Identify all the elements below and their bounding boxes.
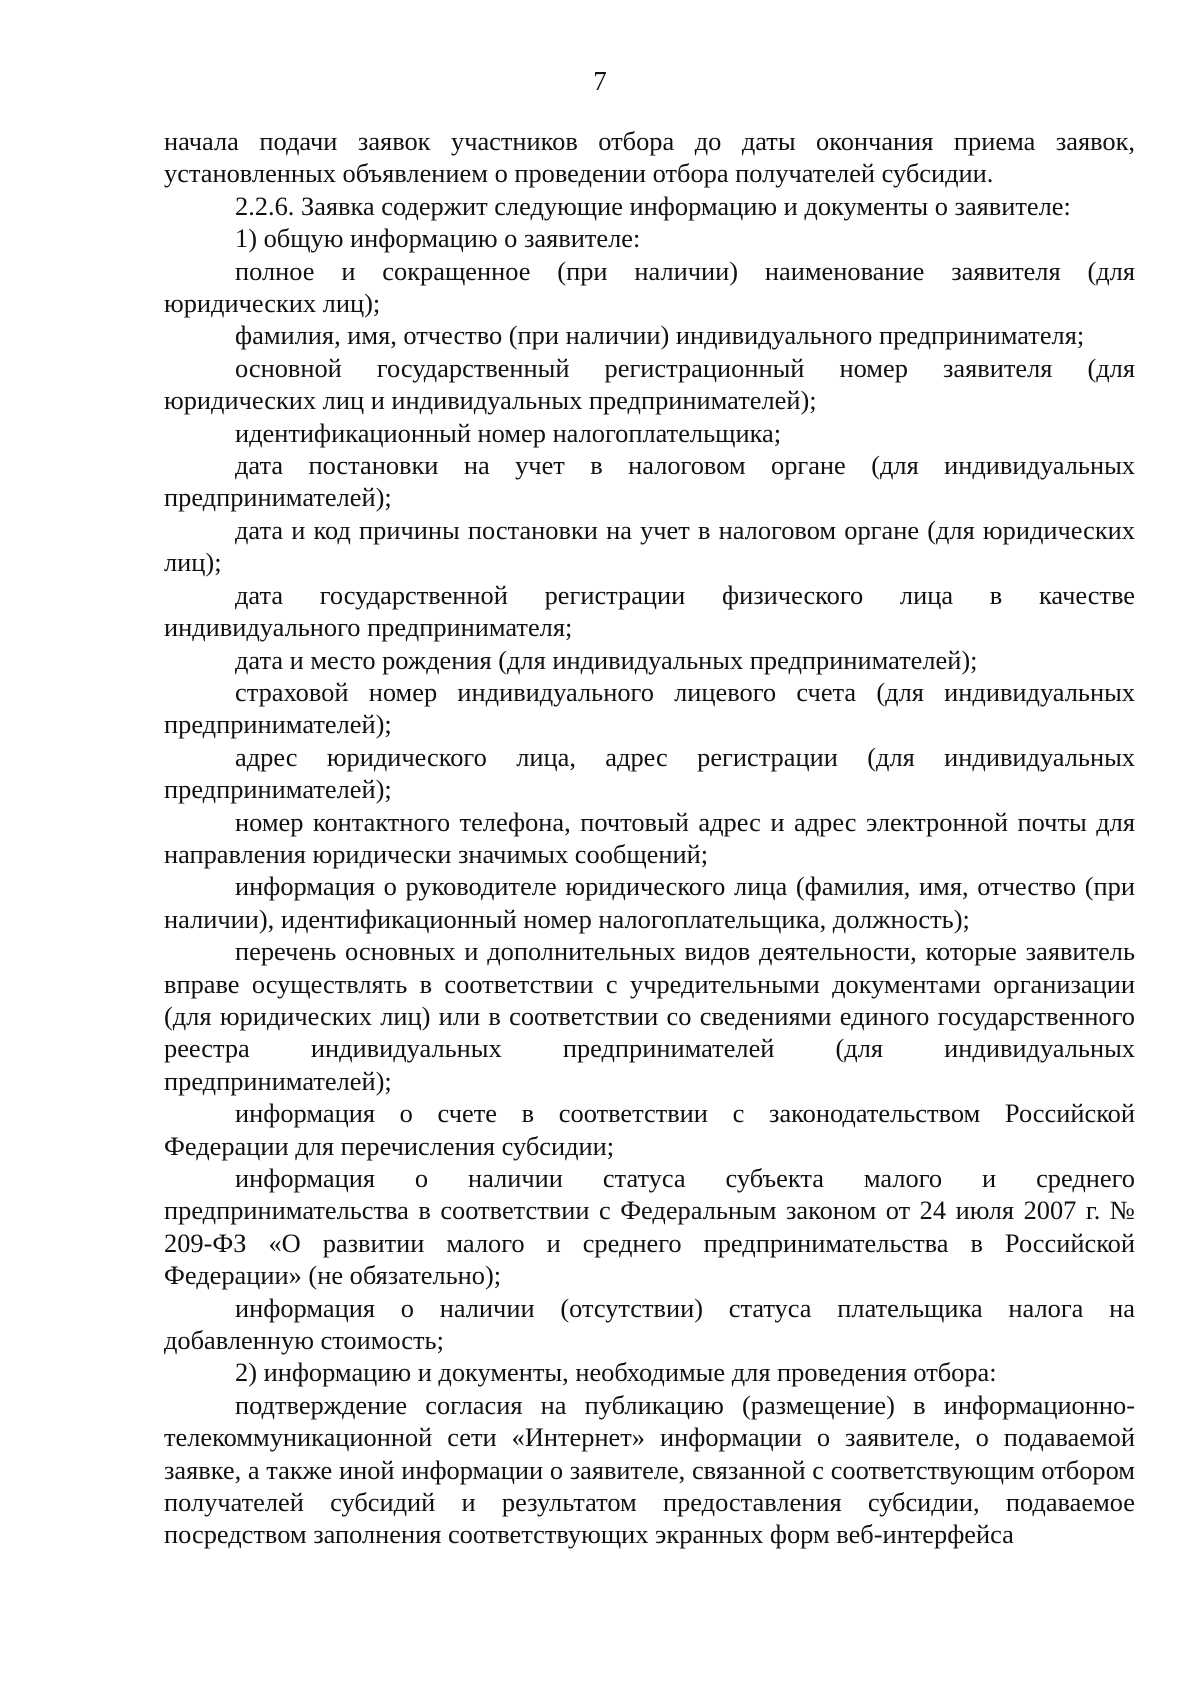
paragraph: подтверждение согласия на публикацию (размещение) в информационно-телекоммуникационной сети «Интернет» информации о заявителе, о подаваемой заявке, а также иной информации о заявителе, связанной с соответствующим отбором получателей субсидий и результатом предоставления субсидии, подаваемое посредством заполнения соответствующих экранных форм веб-интерфейса [164, 1389, 1135, 1550]
paragraph: информация о наличии (отсутствии) статуса плательщика налога на добавленную стоимость; [164, 1292, 1135, 1356]
paragraph: начала подачи заявок участников отбора до даты окончания приема заявок, установленных объявлением о проведении отбора получателей субсидии. [164, 126, 1135, 189]
paragraph: 2) информацию и документы, необходимые для проведения отбора: [235, 1357, 997, 1388]
paragraph: 2.2.6. Заявка содержит следующие информацию и документы о заявителе: [235, 190, 1071, 221]
paragraph: информация о руководителе юридического лица (фамилия, имя, отчество (при наличии), идентификационный номер налогоплательщика, должность); [164, 871, 1135, 934]
paragraph: страховой номер индивидуального лицевого счета (для индивидуальных предпринимателей); [164, 676, 1135, 740]
paragraph: полное и сокращенное (при наличии) наименование заявителя (для юридических лиц); [164, 255, 1135, 319]
page-number: 7 [593, 66, 607, 96]
paragraph: идентификационный номер налогоплательщика; [235, 417, 782, 448]
paragraph: фамилия, имя, отчество (при наличии) индивидуального предпринимателя; [235, 320, 1085, 351]
paragraph: 1) общую информацию о заявителе: [235, 223, 641, 254]
paragraph: информация о счете в соответствии с законодательством Российской Федерации для перечисления субсидии; [164, 1098, 1135, 1161]
paragraph: перечень основных и дополнительных видов деятельности, которые заявитель вправе осуществлять в соответствии с учредительными документами организации (для юридических лиц) или в соответствии со сведениями единого государственного реестра индивидуальных предпринимателей (для индивидуальных предпринимателей); [164, 936, 1135, 1096]
paragraph: дата и место рождения (для индивидуальных предпринимателей); [235, 644, 978, 675]
paragraph: адрес юридического лица, адрес регистрации (для индивидуальных предпринимателей); [164, 741, 1135, 805]
paragraph: дата государственной регистрации физического лица в качестве индивидуального предпринимателя; [164, 579, 1135, 643]
document-body [164, 125, 1135, 1551]
paragraph: информация о наличии статуса субъекта малого и среднего предпринимательства в соответствии с Федеральным законом от 24 июля 2007 г. № 209-ФЗ «О развитии малого и среднего предпринимательства в Российской Федерации» (не обязательно); [164, 1163, 1135, 1291]
paragraph: номер контактного телефона, почтовый адрес и адрес электронной почты для направления юридически значимых сообщений; [164, 806, 1135, 869]
paragraph: дата постановки на учет в налоговом органе (для индивидуальных предпринимателей); [164, 450, 1135, 513]
paragraph: дата и код причины постановки на учет в налоговом органе (для юридических лиц); [164, 514, 1135, 578]
paragraph: основной государственный регистрационный номер заявителя (для юридических лиц и индивидуальных предпринимателей); [164, 352, 1135, 416]
